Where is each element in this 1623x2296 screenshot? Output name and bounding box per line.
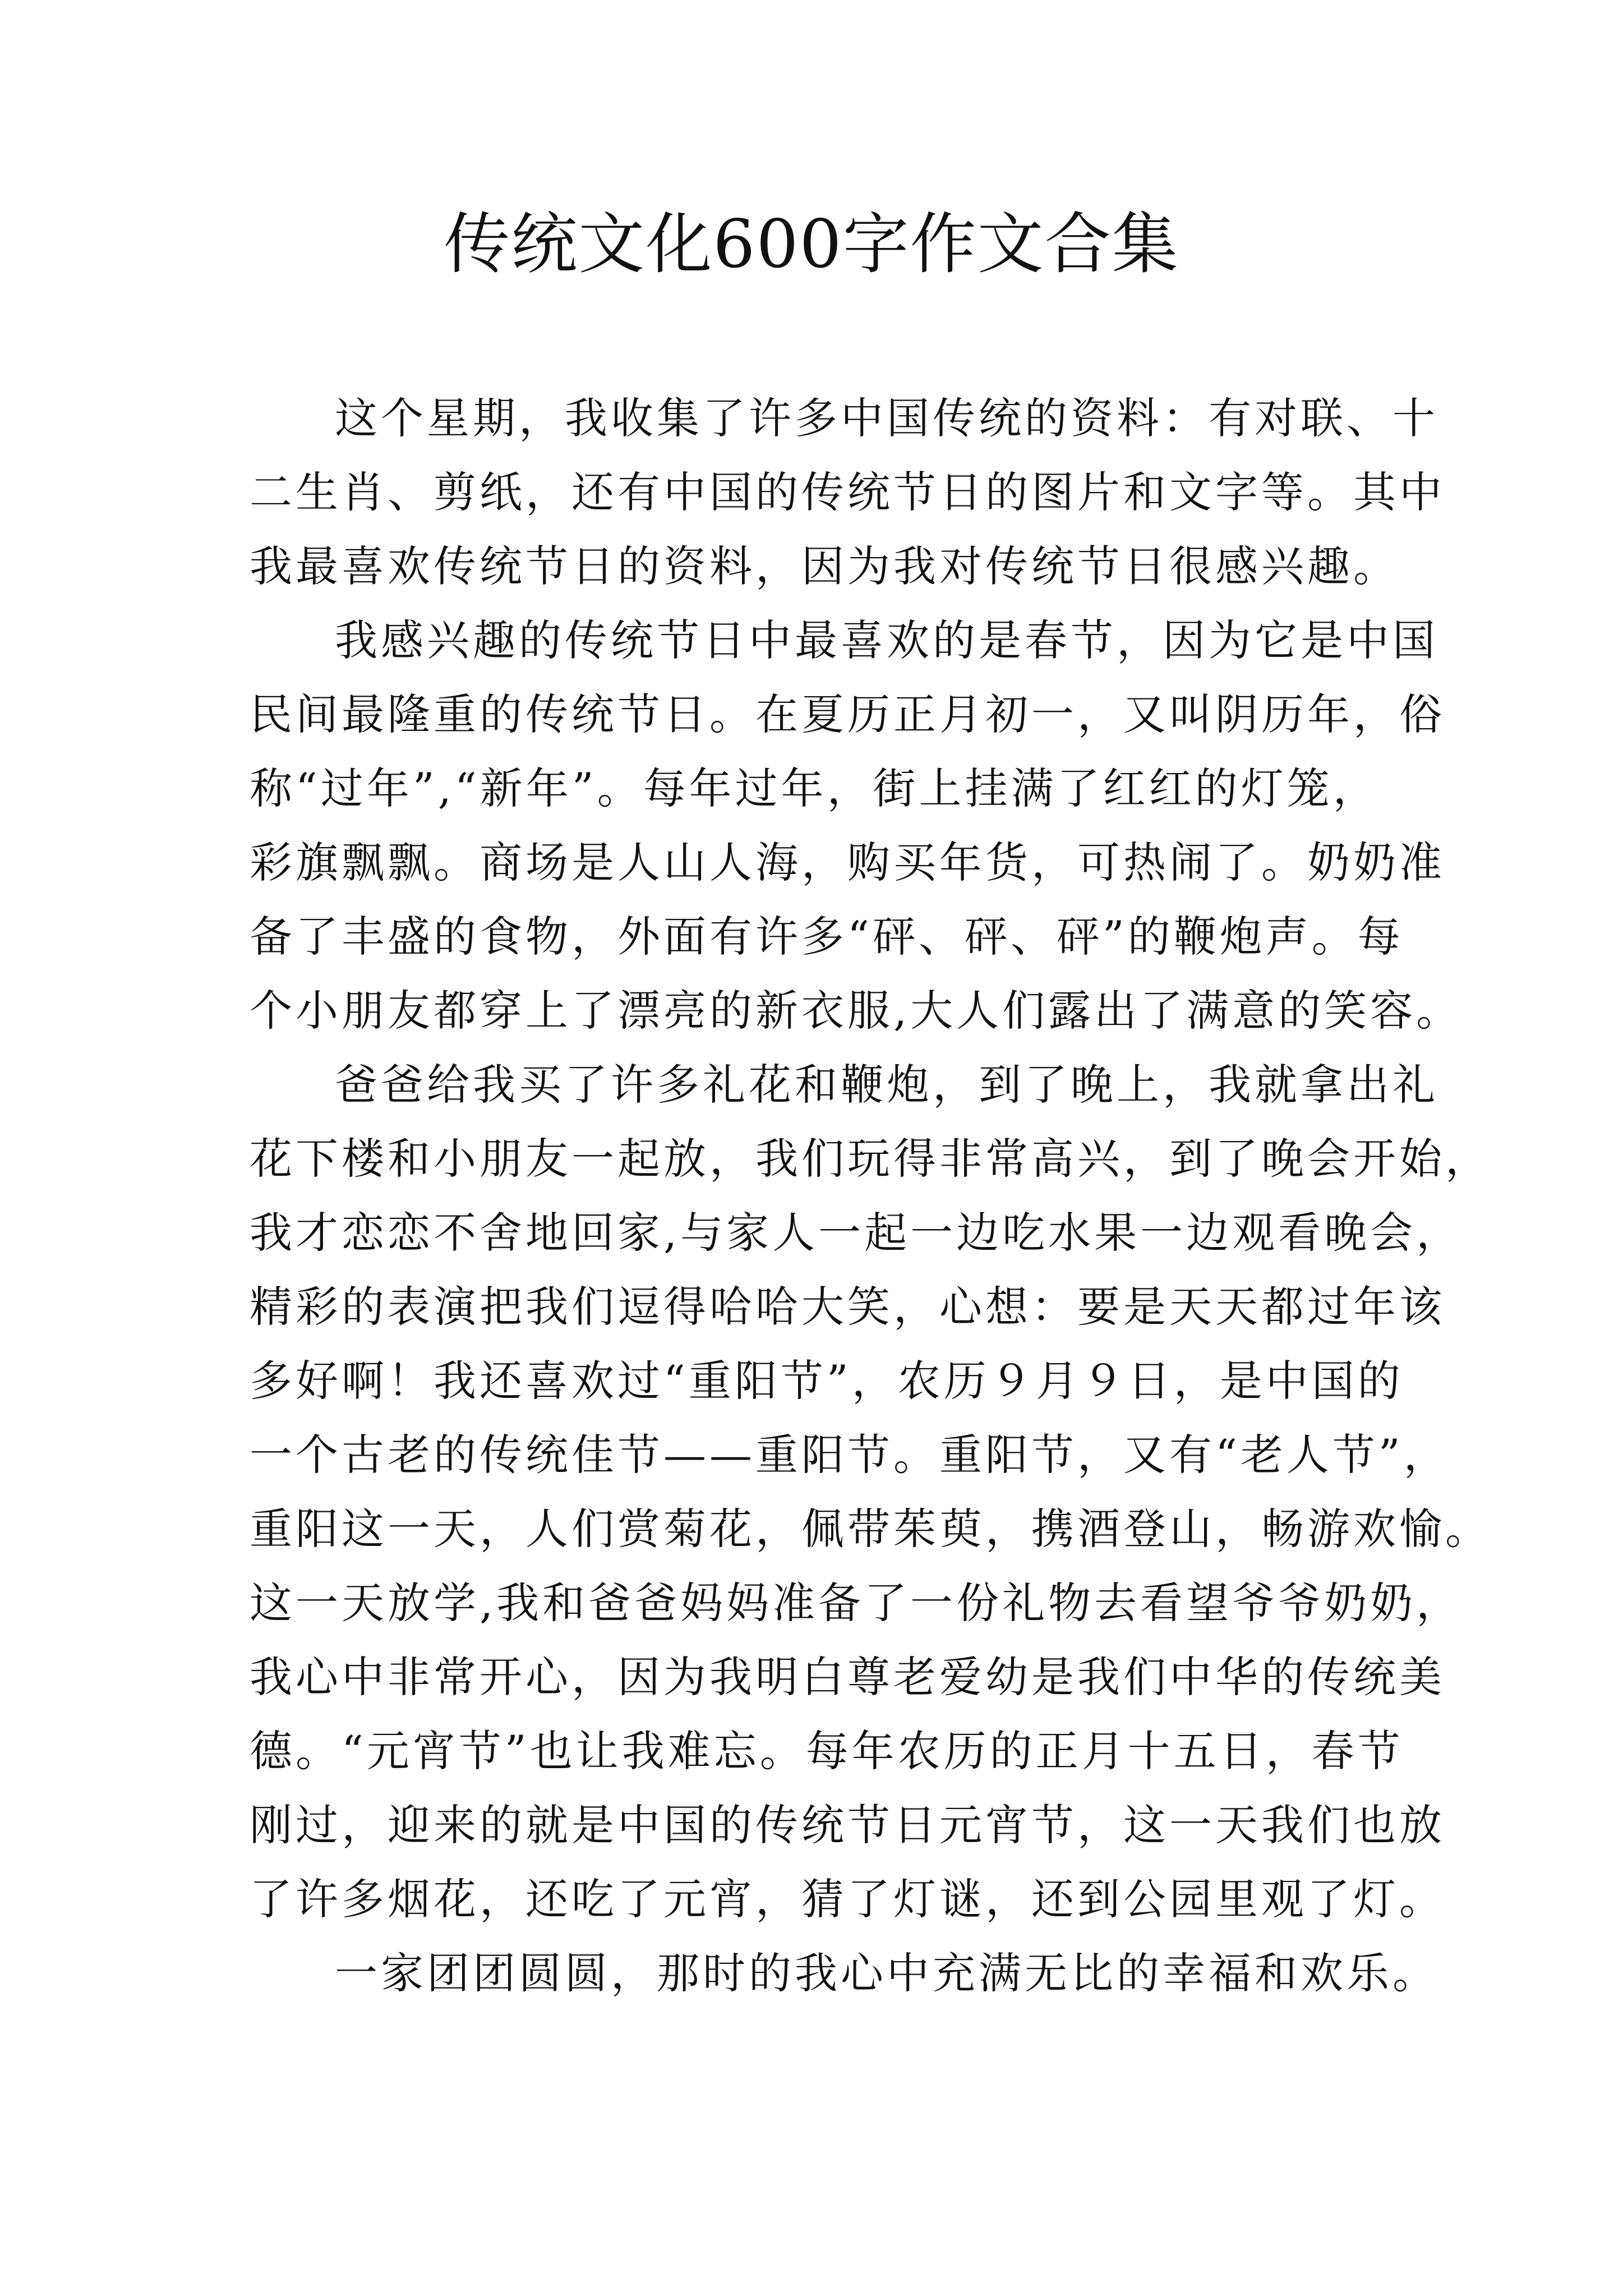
document-body xyxy=(250,381,1491,2010)
paragraph-line: 了许多烟花，还吃了元宵，猜了灯谜，还到公园里观了灯。 xyxy=(250,1874,1445,1924)
paragraph-3 xyxy=(250,1048,1491,1936)
paragraph-line: 刚过，迎来的就是中国的传统节日元宵节，这一天我们也放 xyxy=(250,1800,1445,1850)
paragraph-line: 爸爸给我买了许多礼花和鞭炮，到了晚上，我就拿出礼 xyxy=(335,1060,1438,1110)
paragraph-line: 备了丰盛的食物，外面有许多“砰、砰、砰”的鞭炮声。每 xyxy=(250,912,1404,961)
paragraph-line: 花下楼和小朋友一起放，我们玩得非常高兴，到了晚会开始， xyxy=(250,1134,1491,1184)
paragraph-line: 一家团团圆圆，那时的我心中充满无比的幸福和欢乐。 xyxy=(335,1948,1438,1998)
paragraph-line: 二生肖、剪纸，还有中国的传统节日的图片和文字等。其中 xyxy=(250,467,1445,517)
paragraph-line: 一个古老的传统佳节——重阳节。重阳节，又有“老人节”， xyxy=(250,1430,1450,1480)
paragraph-line: 我心中非常开心，因为我明白尊老爱幼是我们中华的传统美 xyxy=(250,1652,1445,1702)
paragraph-line: 民间最隆重的传统节日。在夏历正月初一，又叫阴历年，俗 xyxy=(250,689,1445,739)
paragraph-line: 我最喜欢传统节日的资料，因为我对传统节日很感兴趣。 xyxy=(250,541,1399,591)
document-title: 传统文化600字作文合集 xyxy=(444,205,1179,283)
paragraph-line: 重阳这一天，人们赏菊花，佩带茱萸，携酒登山，畅游欢愉。 xyxy=(250,1504,1491,1554)
paragraph-line: 彩旗飘飘。商场是人山人海，购买年货，可热闹了。奶奶准 xyxy=(250,838,1445,887)
paragraph-line: 我感兴趣的传统节日中最喜欢的是春节，因为它是中国 xyxy=(335,615,1438,665)
paragraph-line: 我才恋恋不舍地回家,与家人一起一边吃水果一边观看晚会， xyxy=(250,1208,1463,1258)
paragraph-line: 这一天放学,我和爸爸妈妈准备了一份礼物去看望爷爷奶奶， xyxy=(250,1578,1463,1628)
paragraph-4 xyxy=(250,1936,1438,2010)
paragraph-1 xyxy=(250,381,1445,604)
paragraph-line: 个小朋友都穿上了漂亮的新衣服,大人们露出了满意的笑容。 xyxy=(250,986,1463,1036)
paragraph-line: 这个星期，我收集了许多中国传统的资料：有对联、十 xyxy=(335,393,1438,443)
paragraph-line: 德。“元宵节”也让我难忘。每年农历的正月十五日，春节 xyxy=(250,1726,1404,1776)
paragraph-line: 称“过年”,“新年”。每年过年，街上挂满了红红的灯笼， xyxy=(250,763,1379,813)
paragraph-line: 精彩的表演把我们逗得哈哈大笑，心想：要是天天都过年该 xyxy=(250,1282,1445,1332)
paragraph-line: 多好啊！我还喜欢过“重阳节”，农历９月９日，是中国的 xyxy=(250,1356,1404,1406)
paragraph-2 xyxy=(250,604,1463,1048)
